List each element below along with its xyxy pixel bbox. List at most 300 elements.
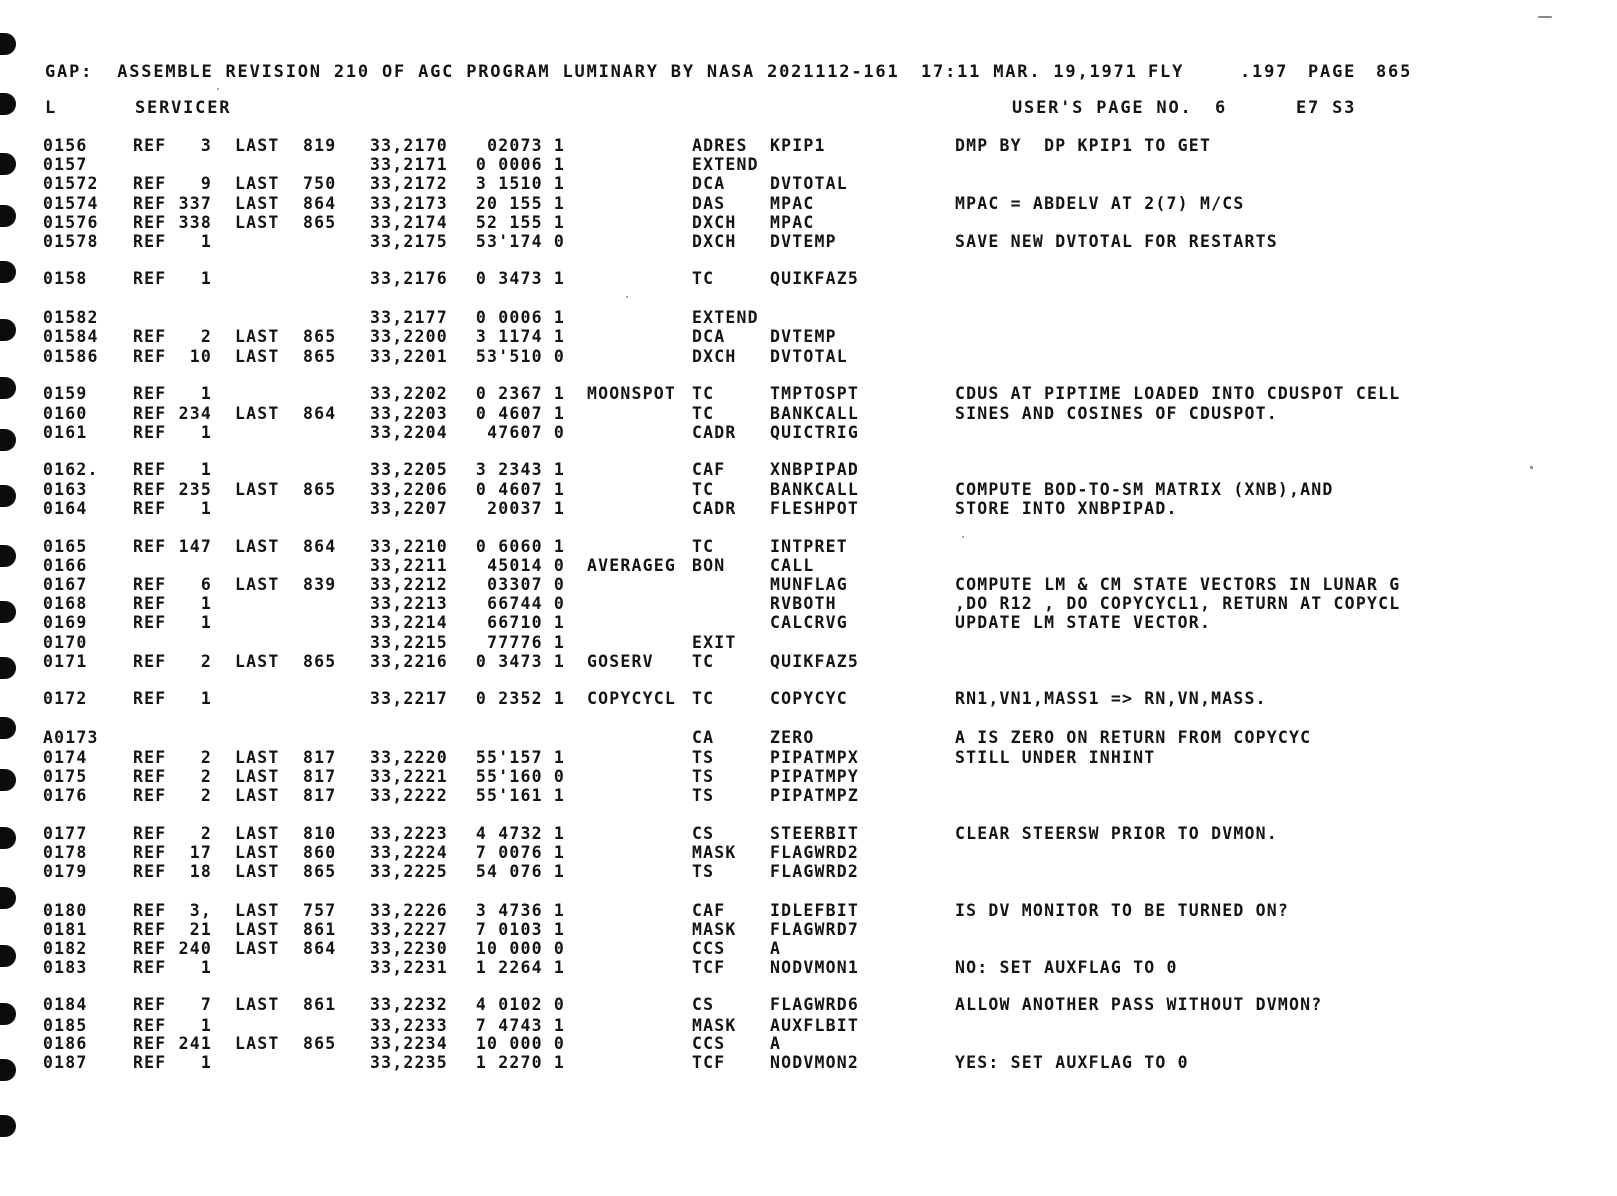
row-last: LAST <box>235 1034 280 1053</box>
row-addr: 33,2214 <box>370 613 448 632</box>
row-ref: REF <box>133 194 167 213</box>
row-seq: 0164 <box>43 499 88 518</box>
row-ref: REF <box>133 920 167 939</box>
row-addr: 33,2211 <box>370 556 448 575</box>
row-lastpage: 860 <box>303 843 337 862</box>
row-seq: 0167 <box>43 575 88 594</box>
listing-row <box>0 1034 1617 1054</box>
listing-row <box>0 1053 1617 1073</box>
row-op: DCA <box>692 327 726 346</box>
row-count: 1 <box>200 1053 212 1072</box>
row-addr: 33,2210 <box>370 537 448 556</box>
row-seq: 0185 <box>43 1016 88 1035</box>
row-seq: 0179 <box>43 862 88 881</box>
listing-row <box>0 843 1617 863</box>
row-word: 77776 1 <box>487 633 565 652</box>
row-seq: 0180 <box>43 901 88 920</box>
row-last: LAST <box>235 995 280 1014</box>
row-seq: 0178 <box>43 843 88 862</box>
row-seq: 0168 <box>43 594 88 613</box>
row-word: 0 3473 1 <box>475 269 565 288</box>
row-comment: STORE INTO XNBPIPAD. <box>955 499 1178 518</box>
row-label: MOONSPOT <box>587 384 677 403</box>
row-lastpage: 861 <box>303 995 337 1014</box>
row-word: 0 2352 1 <box>475 689 565 708</box>
row-word: 7 0076 1 <box>475 843 565 862</box>
row-seq: 0159 <box>43 384 88 403</box>
row-last: LAST <box>235 843 280 862</box>
listing-row <box>0 575 1617 595</box>
row-seq: 0157 <box>43 155 88 174</box>
row-seq: 0182 <box>43 939 88 958</box>
row-count: 1 <box>200 269 212 288</box>
row-word: 03307 0 <box>487 575 565 594</box>
listing-row <box>0 901 1617 921</box>
row-count: 6 <box>200 575 212 594</box>
row-count: 17 <box>189 843 212 862</box>
row-ref: REF <box>133 537 167 556</box>
row-lastpage: 865 <box>303 1034 337 1053</box>
listing-row <box>0 537 1617 557</box>
row-operand: NODVMON1 <box>770 958 860 977</box>
row-ref: REF <box>133 958 167 977</box>
row-seq: 0163 <box>43 480 88 499</box>
row-count: 1 <box>200 594 212 613</box>
row-ref: REF <box>133 460 167 479</box>
listing-row <box>0 499 1617 519</box>
listing-row <box>0 594 1617 614</box>
row-op: TC <box>692 480 715 499</box>
row-lastpage: 864 <box>303 194 337 213</box>
row-op: TS <box>692 767 715 786</box>
header-mode: FLY <box>1148 62 1185 82</box>
listing-row <box>0 232 1617 252</box>
listing-row <box>0 633 1617 653</box>
listing-row <box>0 347 1617 367</box>
row-op: CCS <box>692 939 726 958</box>
row-addr: 33,2217 <box>370 689 448 708</box>
row-comment: RN1,VN1,MASS1 => RN,VN,MASS. <box>955 689 1267 708</box>
row-count: 1 <box>200 423 212 442</box>
row-lastpage: 865 <box>303 347 337 366</box>
listing-row <box>0 384 1617 404</box>
row-op: TC <box>692 384 715 403</box>
row-operand: INTPRET <box>770 537 848 556</box>
row-count: 338 <box>178 213 212 232</box>
row-operand: BANKCALL <box>770 480 860 499</box>
row-last: LAST <box>235 174 280 193</box>
row-count: 2 <box>200 748 212 767</box>
row-lastpage: 817 <box>303 767 337 786</box>
row-operand: QUICTRIG <box>770 423 860 442</box>
row-label: AVERAGEG <box>587 556 677 575</box>
row-count: 2 <box>200 767 212 786</box>
listing-row <box>0 213 1617 233</box>
row-addr: 33,2172 <box>370 174 448 193</box>
row-seq: 0171 <box>43 652 88 671</box>
row-operand: AUXFLBIT <box>770 1016 860 1035</box>
row-comment: ,DO R12 , DO COPYCYCL1, RETURN AT COPYCL <box>955 594 1401 613</box>
row-operand: FLAGWRD2 <box>770 843 860 862</box>
header-timestamp: 17:11 MAR. 19,1971 <box>921 62 1138 82</box>
row-seq: 01586 <box>43 347 99 366</box>
row-seq: 01582 <box>43 308 99 327</box>
row-comment: COMPUTE LM & CM STATE VECTORS IN LUNAR G <box>955 575 1401 594</box>
row-op: MASK <box>692 1016 737 1035</box>
row-addr: 33,2222 <box>370 786 448 805</box>
header-page-number: 865 <box>1376 62 1413 82</box>
row-lastpage: 817 <box>303 786 337 805</box>
header-value: .197 <box>1240 62 1289 82</box>
row-ref: REF <box>133 613 167 632</box>
row-operand: MPAC <box>770 213 815 232</box>
row-comment: COMPUTE BOD-TO-SM MATRIX (XNB),AND <box>955 480 1334 499</box>
row-ref: REF <box>133 269 167 288</box>
row-operand: FLAGWRD7 <box>770 920 860 939</box>
row-word: 4 4732 1 <box>475 824 565 843</box>
row-last: LAST <box>235 537 280 556</box>
row-word: 55'161 1 <box>475 786 565 805</box>
row-operand: BANKCALL <box>770 404 860 423</box>
row-operand: IDLEFBIT <box>770 901 860 920</box>
row-operand: PIPATMPY <box>770 767 860 786</box>
listing-row <box>0 958 1617 978</box>
row-count: 3 <box>200 136 212 155</box>
row-count: 2 <box>200 824 212 843</box>
row-op: TCF <box>692 958 726 977</box>
row-count: 235 <box>178 480 212 499</box>
row-op: MASK <box>692 843 737 862</box>
row-count: 1 <box>200 613 212 632</box>
row-operand: XNBPIPAD <box>770 460 860 479</box>
row-word: 55'157 1 <box>475 748 565 767</box>
row-comment: DMP BY DP KPIP1 TO GET <box>955 136 1212 155</box>
row-count: 1 <box>200 499 212 518</box>
row-operand: FLESHPOT <box>770 499 860 518</box>
row-count: 147 <box>178 537 212 556</box>
row-last: LAST <box>235 136 280 155</box>
scan-mark <box>626 296 628 298</box>
row-seq: 0183 <box>43 958 88 977</box>
row-seq: 01584 <box>43 327 99 346</box>
listing-row <box>0 1016 1617 1036</box>
row-comment: NO: SET AUXFLAG TO 0 <box>955 958 1178 977</box>
row-operand: TMPTOSPT <box>770 384 860 403</box>
listing-row <box>0 155 1617 175</box>
row-ref: REF <box>133 594 167 613</box>
row-count: 1 <box>200 689 212 708</box>
row-op: CADR <box>692 423 737 442</box>
row-word: 0 0006 1 <box>475 155 565 174</box>
row-count: 1 <box>200 460 212 479</box>
listing-row <box>0 404 1617 424</box>
row-ref: REF <box>133 1016 167 1035</box>
row-count: 1 <box>200 1016 212 1035</box>
row-comment: UPDATE LM STATE VECTOR. <box>955 613 1212 632</box>
listing-row <box>0 728 1617 748</box>
row-addr: 33,2202 <box>370 384 448 403</box>
row-addr: 33,2230 <box>370 939 448 958</box>
row-last: LAST <box>235 767 280 786</box>
row-last: LAST <box>235 824 280 843</box>
row-seq: 0160 <box>43 404 88 423</box>
row-ref: REF <box>133 136 167 155</box>
row-op: TC <box>692 537 715 556</box>
row-seq: 0156 <box>43 136 88 155</box>
row-op: MASK <box>692 920 737 939</box>
row-ref: REF <box>133 1034 167 1053</box>
row-addr: 33,2173 <box>370 194 448 213</box>
row-last: LAST <box>235 862 280 881</box>
row-addr: 33,2171 <box>370 155 448 174</box>
row-word: 0 6060 1 <box>475 537 565 556</box>
listing-row <box>0 939 1617 959</box>
listing-row <box>0 613 1617 633</box>
row-last: LAST <box>235 939 280 958</box>
row-word: 54 076 1 <box>475 862 565 881</box>
row-op: TS <box>692 862 715 881</box>
row-last: LAST <box>235 652 280 671</box>
row-operand: COPYCYC <box>770 689 848 708</box>
row-lastpage: 864 <box>303 537 337 556</box>
row-word: 52 155 1 <box>475 213 565 232</box>
row-seq: 01576 <box>43 213 99 232</box>
listing-row <box>0 786 1617 806</box>
row-word: 0 4607 1 <box>475 480 565 499</box>
row-op: DXCH <box>692 347 737 366</box>
user-page-number: 6 <box>1215 98 1228 118</box>
row-addr: 33,2225 <box>370 862 448 881</box>
row-word: 66710 1 <box>487 613 565 632</box>
listing-row <box>0 824 1617 844</box>
row-addr: 33,2205 <box>370 460 448 479</box>
scan-mark <box>217 88 219 90</box>
row-op: TS <box>692 748 715 767</box>
row-addr: 33,2224 <box>370 843 448 862</box>
row-operand: A <box>770 1034 782 1053</box>
row-addr: 33,2223 <box>370 824 448 843</box>
row-comment: YES: SET AUXFLAG TO 0 <box>955 1053 1189 1072</box>
row-addr: 33,2206 <box>370 480 448 499</box>
row-ref: REF <box>133 901 167 920</box>
row-ref: REF <box>133 347 167 366</box>
row-seq: 0186 <box>43 1034 88 1053</box>
row-op: DXCH <box>692 232 737 251</box>
row-last: LAST <box>235 347 280 366</box>
row-ref: REF <box>133 748 167 767</box>
row-lastpage: 865 <box>303 480 337 499</box>
row-last: LAST <box>235 786 280 805</box>
row-addr: 33,2203 <box>370 404 448 423</box>
row-op: DAS <box>692 194 726 213</box>
row-operand: ZERO <box>770 728 815 747</box>
row-word: 3 4736 1 <box>475 901 565 920</box>
row-word: 20 155 1 <box>475 194 565 213</box>
row-count: 2 <box>200 652 212 671</box>
row-count: 1 <box>200 384 212 403</box>
row-lastpage: 861 <box>303 920 337 939</box>
row-seq: 01574 <box>43 194 99 213</box>
row-ref: REF <box>133 1053 167 1072</box>
row-word: 45014 0 <box>487 556 565 575</box>
row-last: LAST <box>235 901 280 920</box>
row-ref: REF <box>133 652 167 671</box>
row-op: DXCH <box>692 213 737 232</box>
row-ref: REF <box>133 824 167 843</box>
row-word: 0 2367 1 <box>475 384 565 403</box>
header-title: GAP: ASSEMBLE REVISION 210 OF AGC PROGRAM LUMINARY BY NASA 2021112-161 <box>45 62 900 82</box>
row-op: CAF <box>692 901 726 920</box>
row-op: TC <box>692 652 715 671</box>
row-seq: 0177 <box>43 824 88 843</box>
listing-row <box>0 194 1617 214</box>
row-op: CA <box>692 728 715 747</box>
row-op: TC <box>692 689 715 708</box>
row-seq: 0176 <box>43 786 88 805</box>
row-addr: 33,2220 <box>370 748 448 767</box>
row-seq: 0162. <box>43 460 99 479</box>
row-operand: CALCRVG <box>770 613 848 632</box>
row-word: 0 3473 1 <box>475 652 565 671</box>
row-operand: DVTOTAL <box>770 174 848 193</box>
row-seq: 01572 <box>43 174 99 193</box>
row-seq: 0184 <box>43 995 88 1014</box>
row-ref: REF <box>133 786 167 805</box>
row-addr: 33,2235 <box>370 1053 448 1072</box>
row-comment: SAVE NEW DVTOTAL FOR RESTARTS <box>955 232 1278 251</box>
row-count: 18 <box>189 862 212 881</box>
row-seq: 0181 <box>43 920 88 939</box>
listing-row <box>0 748 1617 768</box>
row-addr: 33,2216 <box>370 652 448 671</box>
page-header <box>0 62 1617 82</box>
row-op: TCF <box>692 1053 726 1072</box>
row-last: LAST <box>235 327 280 346</box>
row-lastpage: 865 <box>303 327 337 346</box>
listing-row <box>0 480 1617 500</box>
row-count: 9 <box>200 174 212 193</box>
row-ref: REF <box>133 499 167 518</box>
row-word: 4 0102 0 <box>475 995 565 1014</box>
row-op: BON <box>692 556 726 575</box>
row-lastpage: 750 <box>303 174 337 193</box>
row-count: 1 <box>200 958 212 977</box>
row-word: 7 4743 1 <box>475 1016 565 1035</box>
row-label: GOSERV <box>587 652 654 671</box>
row-word: 7 0103 1 <box>475 920 565 939</box>
row-operand: DVTOTAL <box>770 347 848 366</box>
row-lastpage: 819 <box>303 136 337 155</box>
row-addr: 33,2227 <box>370 920 448 939</box>
row-comment: MPAC = ABDELV AT 2(7) M/CS <box>955 194 1245 213</box>
row-word: 20037 1 <box>487 499 565 518</box>
listing-row <box>0 767 1617 787</box>
row-operand: MPAC <box>770 194 815 213</box>
row-seq: 0172 <box>43 689 88 708</box>
row-count: 2 <box>200 327 212 346</box>
row-ref: REF <box>133 939 167 958</box>
row-seq: 0169 <box>43 613 88 632</box>
row-operand: FLAGWRD2 <box>770 862 860 881</box>
row-count: 2 <box>200 786 212 805</box>
scan-mark <box>1538 16 1552 18</box>
row-seq: 01578 <box>43 232 99 251</box>
row-operand: NODVMON2 <box>770 1053 860 1072</box>
row-seq: 0161 <box>43 423 88 442</box>
row-last: LAST <box>235 480 280 499</box>
row-seq: A0173 <box>43 728 99 747</box>
listing-row <box>0 652 1617 672</box>
row-last: LAST <box>235 748 280 767</box>
row-op: DCA <box>692 174 726 193</box>
row-op: TC <box>692 404 715 423</box>
row-op: CCS <box>692 1034 726 1053</box>
row-ref: REF <box>133 575 167 594</box>
row-seq: 0165 <box>43 537 88 556</box>
row-operand: A <box>770 939 782 958</box>
row-count: 241 <box>178 1034 212 1053</box>
listing-row <box>0 327 1617 347</box>
listing-row <box>0 423 1617 443</box>
row-seq: 0174 <box>43 748 88 767</box>
row-word: 55'160 0 <box>475 767 565 786</box>
row-word: 66744 0 <box>487 594 565 613</box>
row-label: COPYCYCL <box>587 689 677 708</box>
row-word: 47607 0 <box>487 423 565 442</box>
row-word: 53'510 0 <box>475 347 565 366</box>
row-addr: 33,2231 <box>370 958 448 977</box>
row-operand: KPIP1 <box>770 136 826 155</box>
page-subheader <box>0 98 1617 118</box>
row-comment: CDUS AT PIPTIME LOADED INTO CDUSPOT CELL <box>955 384 1401 403</box>
row-ref: REF <box>133 767 167 786</box>
row-op: EXIT <box>692 633 737 652</box>
row-ref: REF <box>133 862 167 881</box>
row-word: 3 1174 1 <box>475 327 565 346</box>
row-word: 1 2270 1 <box>475 1053 565 1072</box>
row-ref: REF <box>133 995 167 1014</box>
row-addr: 33,2212 <box>370 575 448 594</box>
row-addr: 33,2226 <box>370 901 448 920</box>
subheader-code: E7 S3 <box>1296 98 1357 118</box>
row-comment: IS DV MONITOR TO BE TURNED ON? <box>955 901 1290 920</box>
row-operand: QUIKFAZ5 <box>770 269 860 288</box>
row-addr: 33,2232 <box>370 995 448 1014</box>
row-addr: 33,2200 <box>370 327 448 346</box>
row-addr: 33,2213 <box>370 594 448 613</box>
row-word: 3 2343 1 <box>475 460 565 479</box>
row-word: 0 4607 1 <box>475 404 565 423</box>
row-addr: 33,2170 <box>370 136 448 155</box>
row-op: TS <box>692 786 715 805</box>
row-count: 240 <box>178 939 212 958</box>
row-comment: SINES AND COSINES OF CDUSPOT. <box>955 404 1278 423</box>
row-operand: STEERBIT <box>770 824 860 843</box>
row-last: LAST <box>235 404 280 423</box>
row-operand: FLAGWRD6 <box>770 995 860 1014</box>
row-addr: 33,2176 <box>370 269 448 288</box>
row-addr: 33,2201 <box>370 347 448 366</box>
scan-mark <box>962 536 964 538</box>
row-lastpage: 864 <box>303 939 337 958</box>
listing-row <box>0 862 1617 882</box>
row-op: EXTEND <box>692 308 759 327</box>
row-count: 3, <box>189 901 212 920</box>
row-seq: 0166 <box>43 556 88 575</box>
row-count: 7 <box>200 995 212 1014</box>
row-operand: DVTEMP <box>770 327 837 346</box>
row-addr: 33,2175 <box>370 232 448 251</box>
